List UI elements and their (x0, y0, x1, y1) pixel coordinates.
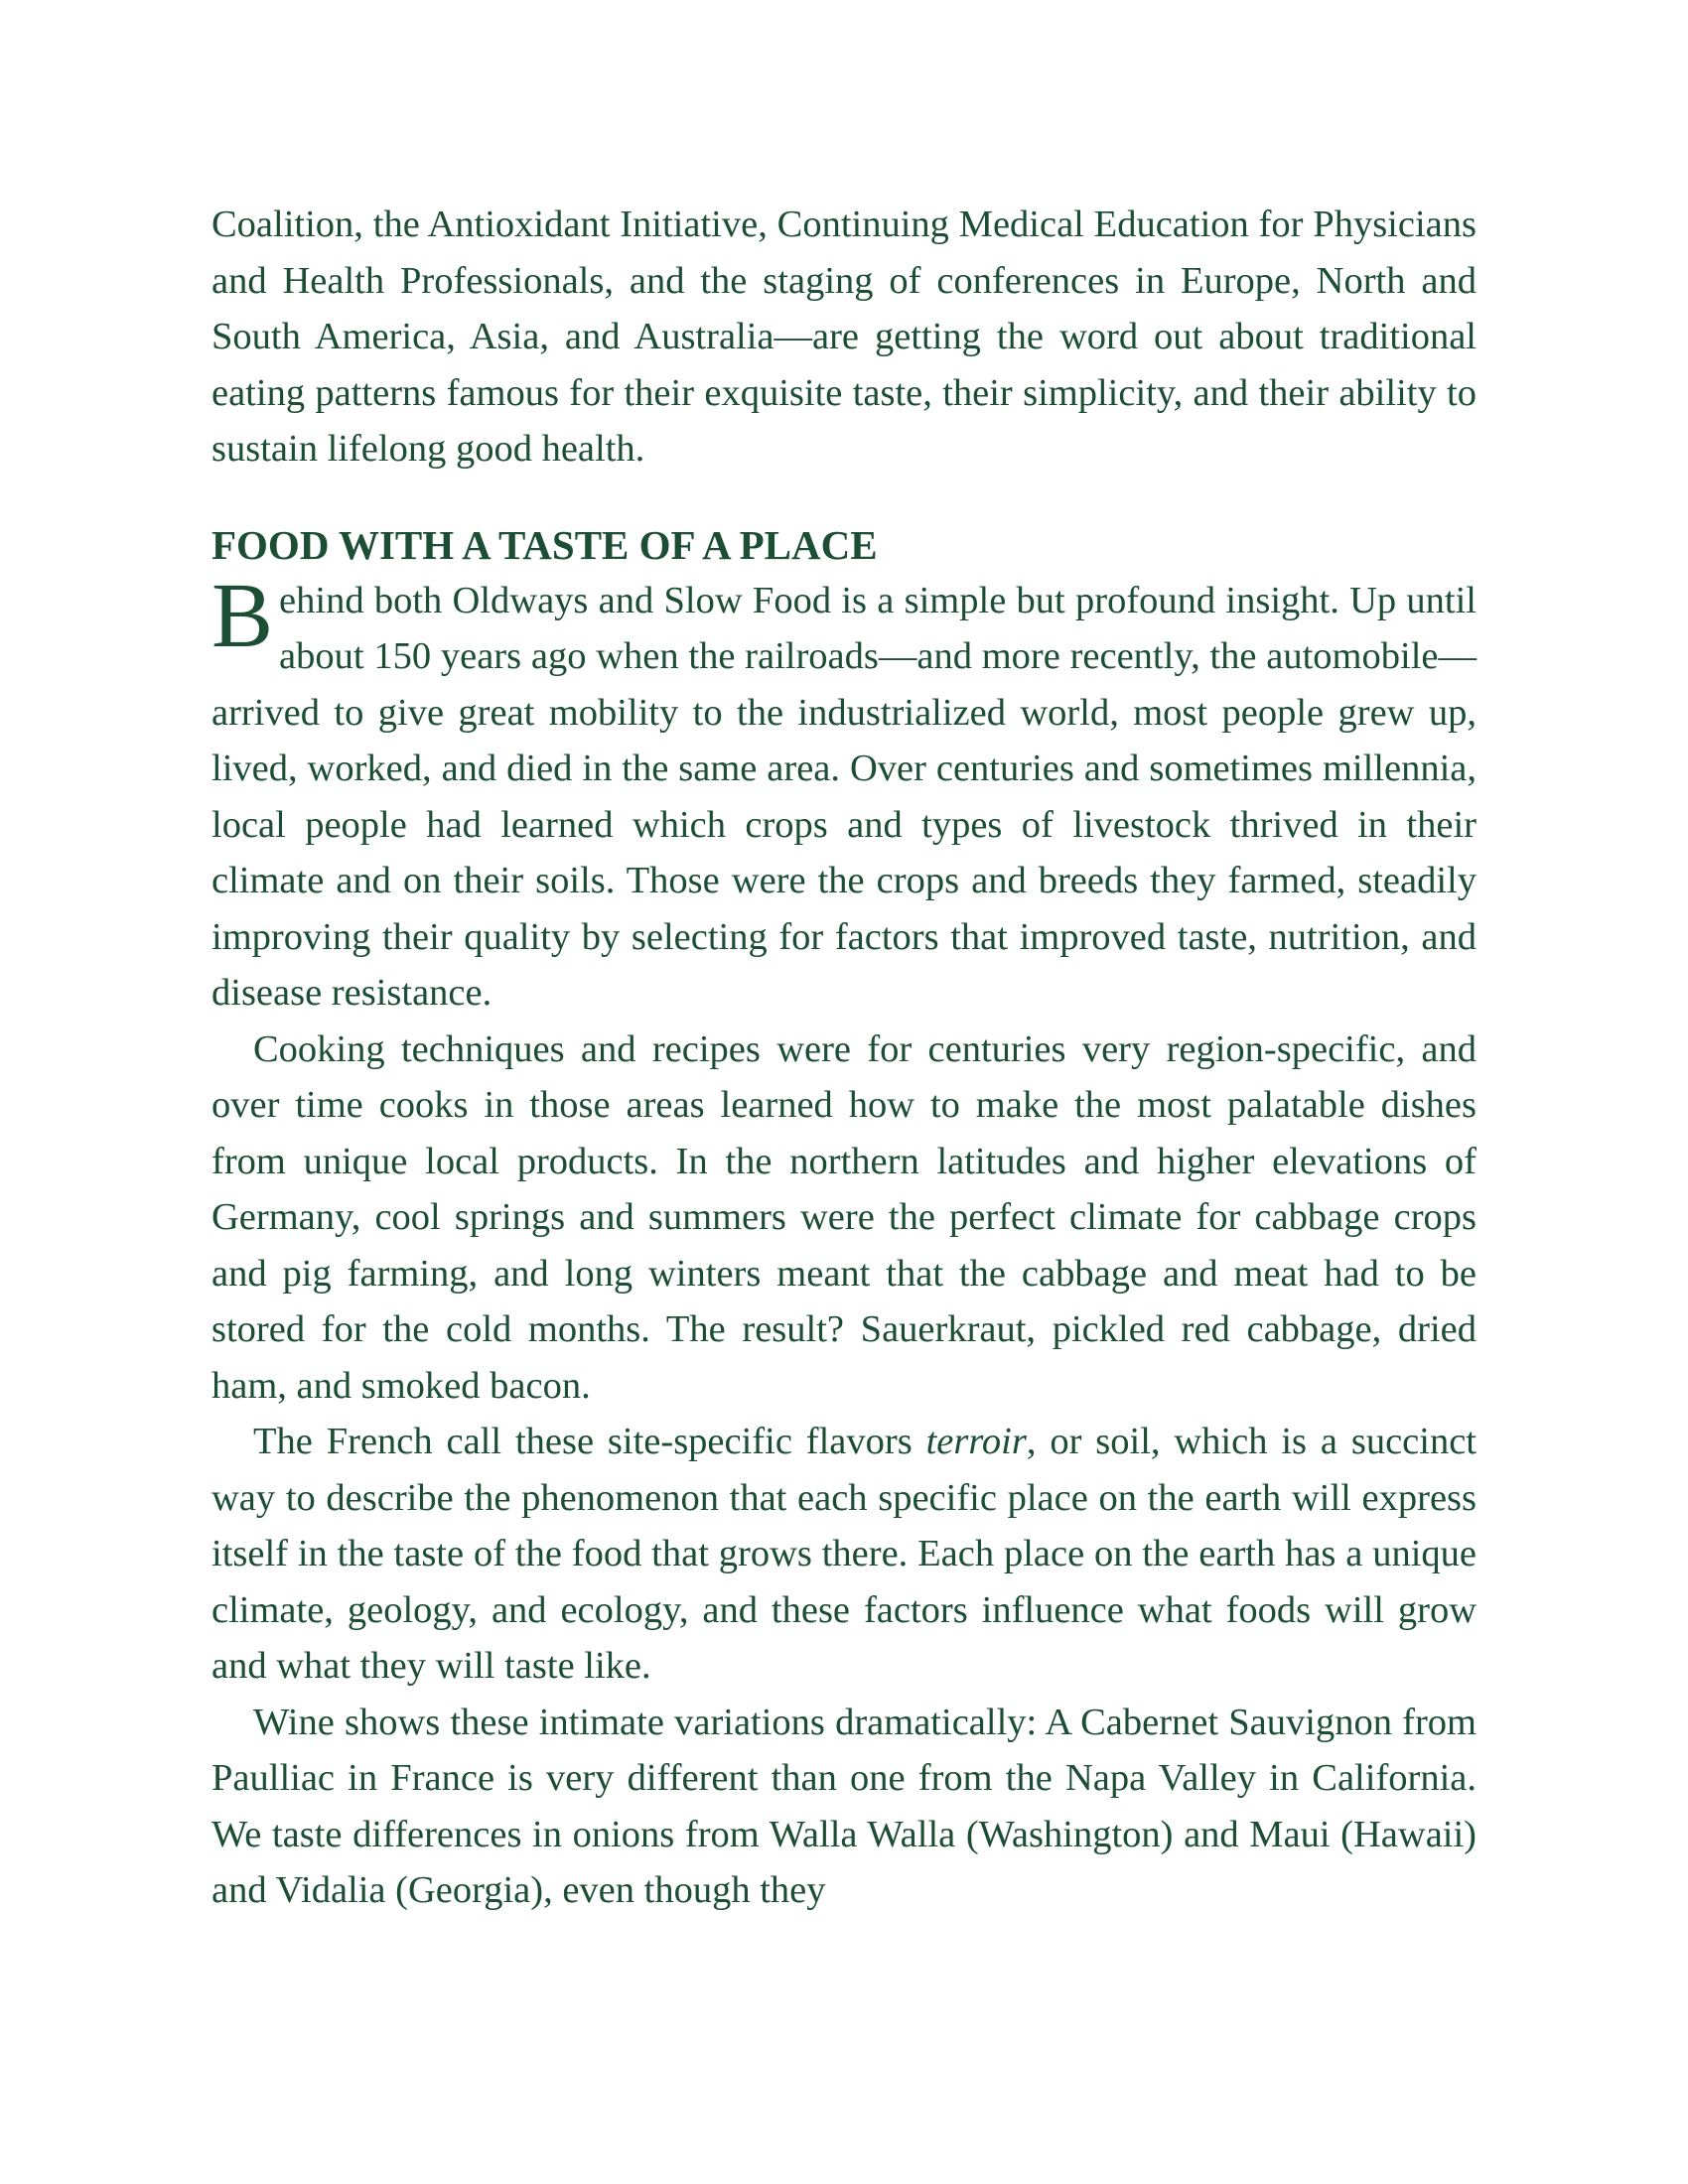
page-body (211, 197, 1477, 1919)
body-paragraph-2: Cooking techniques and recipes were for centuries very region-specific, and over time cooks in those areas learned how to make the most palatable dishes from unique local products. In the northern latitudes and higher elevations of Germany, cool springs and summers were the perfect climate for cabbage crops and pig farming, and long winters meant that the cabbage and meat had to be stored for the cold months. The result? Sauerkraut, pickled red cabbage, dried ham, and smoked bacon. (211, 1027, 1477, 1407)
body-paragraph-3 (211, 1414, 1477, 1695)
paragraph-1-text: ehind both Oldways and Slow Food is a simple but profound insight. Up until about 150 years ago when the railroads—and more recently, the automobile—arrived to give great mobility to the industrialized world, most people grew up, lived, worked, and died in the same area. Over centuries and sometimes millennia, local people had learned which crops and types of livestock thrived in their climate and on their soils. Those were the crops and breeds they farmed, steadily improving their quality by selecting for factors that improved taste, nutrition, and disease resistance. (211, 579, 1477, 1014)
body-paragraph-1 (211, 564, 1477, 1022)
paragraph-3-text-end: , or soil, which is a succinct way to describe the phenomenon that each specific place on the earth will express itself in the taste of the food that grows there. Each place on the earth has a unique climate, geology, and ecology, and these factors influence what foods will grow and what they will taste like. (211, 1421, 1477, 1687)
paragraph-3-text-start: The French call these site-specific flavors (253, 1421, 926, 1462)
body-paragraph-4: Wine shows these intimate variations dramatically: A Cabernet Sauvignon from Paulliac in France is very different than one from the Napa Valley in California. We taste differences in onions from Walla Walla (Washington) and Maui (Hawaii) and Vidalia (Georgia), even though they (211, 1701, 1477, 1911)
drop-cap: B (211, 564, 274, 667)
section-heading: FOOD WITH A TASTE OF A PLACE (211, 521, 878, 568)
intro-paragraph: Coalition, the Antioxidant Initiative, Continuing Medical Education for Physicians and Health Professionals, and the staging of conferences in Europe, North and South America, Asia, and Australia—are getting the word out about traditional eating patterns famous for their exquisite taste, their simplicity, and their ability to sustain lifelong good health. (211, 204, 1477, 470)
terroir-term: terroir (925, 1421, 1027, 1462)
